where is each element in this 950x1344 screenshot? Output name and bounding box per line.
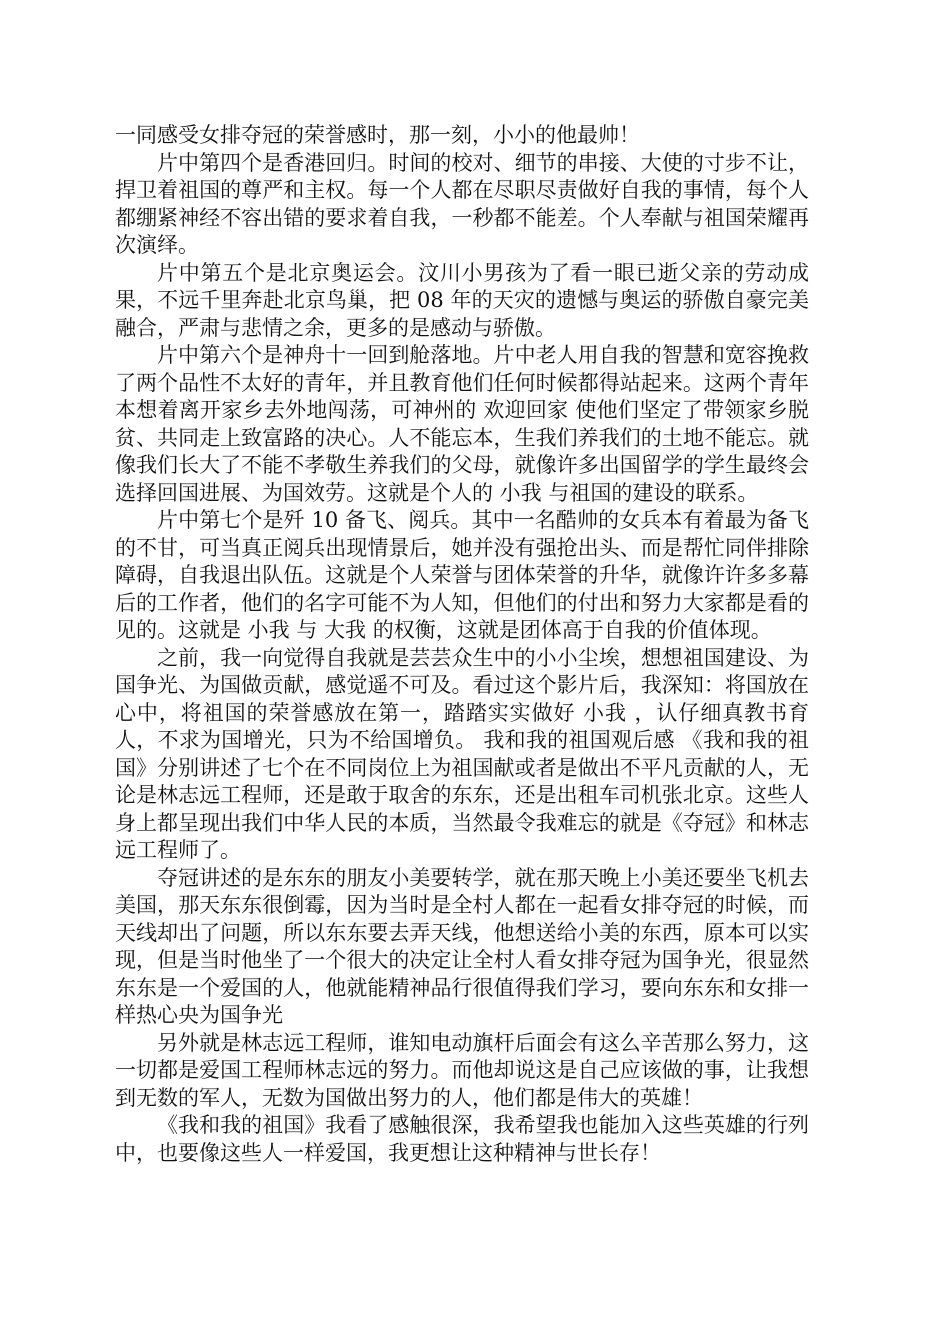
paragraph-1: 一同感受女排夺冠的荣誉感时，那一刻，小小的他最帅！ [115,123,640,147]
paragraph-7: 夺冠讲述的是东东的朋友小美要转学，就在那天晚上小美还要坐飞机去美国，那天东东很倒霉，因为当时是全村人都在一起看女排夺冠的时候，而天线却出了问题，所以东东要去弄天线，他想送给小美的东西，原本可以实现，但是当时他坐了一个很大的决定让全村人看女排夺冠为国争光，很显然东东是一个爱国的人，他就能精神品行很值得我们学习，要向东东和女排一样热心央为国争光 [115,865,809,1027]
paragraph-5: 片中第七个是歼 10 备飞、阅兵。其中一名酷帅的女兵本有着最为备飞的不甘，可当真正阅兵出现情景后，她并没有强抢出头、而是帮忙同伴排除障碍，自我退出队伍。这就是个人荣誉与团体荣誉的升华，就像许许多多幕后的工作者，他们的名字可能不为人知，但他们的付出和努力大家都是看的见的。这就是 小我 与 大我 的权衡，这就是团体高于自我的价值体现。 [115,508,809,642]
paragraph-3: 片中第五个是北京奥运会。汶川小男孩为了看一眼已逝父亲的劳动成果，不远千里奔赴北京鸟巢，把 08 年的天灾的遗憾与奥运的骄傲自豪完美融合，严肃与悲情之余，更多的是感动与骄傲。 [115,260,809,340]
paragraph-4: 片中第六个是神舟十一回到舱落地。片中老人用自我的智慧和宽容挽救了两个品性不太好的青年，并且教育他们任何时候都得站起来。这两个青年本想着离开家乡去外地闯荡，可神州的 欢迎回家 使他们坚定了带领家乡脱贫、共同走上致富路的决心。人不能忘本，生我们养我们的土地不能忘。就像我们长大了不能不孝敬生养我们的父母，就像许多出国留学的学生最终会选择回国进展、为国效劳。这就是个人的 小我 与祖国的建设的联系。 [115,343,809,505]
paragraph-2: 片中第四个是香港回归。时间的校对、细节的串接、大使的寸步不让，捍卫着祖国的尊严和主权。每一个人都在尽职尽责做好自我的事情，每个人都绷紧神经不容出错的要求着自我，一秒都不能差。个人奉献与祖国荣耀再次演绎。 [115,150,809,257]
paragraph-8: 另外就是林志远工程师，谁知电动旗杆后面会有这么辛苦那么努力，这一切都是爱国工程师林志远的努力。而他却说这是自己应该做的事，让我想到无数的军人，无数为国做出努力的人，他们都是伟大的英雄！ [115,1030,809,1110]
document-body [115,122,809,1167]
paragraph-9: 《我和我的祖国》我看了感触很深，我希望我也能加入这些英雄的行列中，也要像这些人一样爱国，我更想让这种精神与世长存！ [115,1113,809,1165]
paragraph-6: 之前，我一向觉得自我就是芸芸众生中的小小尘埃，想想祖国建设、为国争光、为国做贡献，感觉遥不可及。看过这个影片后，我深知：将国放在心中，将祖国的荣誉感放在第一，踏踏实实做好 小我 ，认仔细真教书育人，不求为国增光，只为不给国增负。 我和我的祖国观后感 《我和我的祖国》分别讲述了七个在不同岗位上为祖国献或者是做出不平凡贡献的人，无论是林志远工程师，还是敢于取舍的东东，还是出租车司机张北京。这些人身上都呈现出我们中华人民的本质，当然最令我难忘的就是《夺冠》和林志远工程师了。 [115,645,809,862]
